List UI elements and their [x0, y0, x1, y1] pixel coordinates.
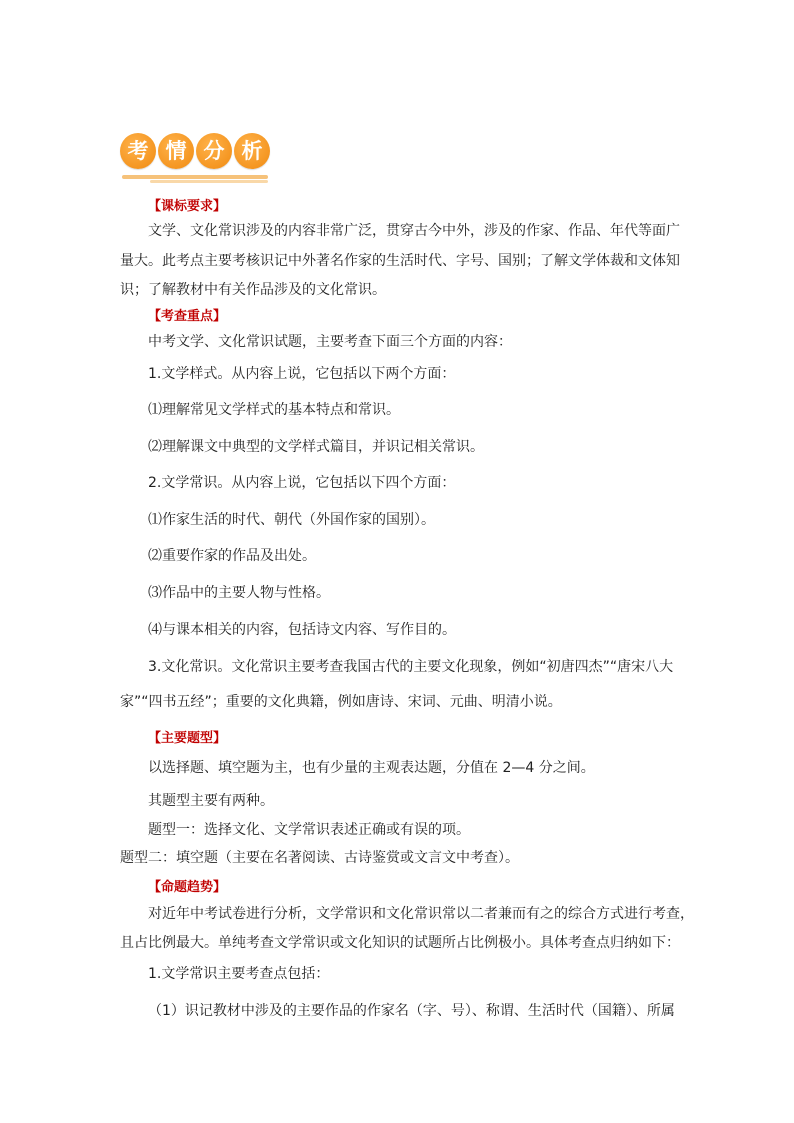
paragraph-line: 且占比例最大。单纯考查文学常识或文化知识的试题所占比例极小。具体考查点归纳如下： [120, 935, 680, 951]
paragraph-line: 3.文化常识。文化常识主要考查我国古代的主要文化现象，例如“初唐四杰”“唐宋八大 [148, 659, 674, 675]
paragraph-line: 1.文学常识主要考查点包括： [148, 966, 330, 982]
paragraph-line: 以选择题、填空题为主，也有少量的主观表达题，分值在 2—4 分之间。 [148, 760, 595, 776]
badge-underline-secondary [150, 180, 268, 183]
paragraph-line: 文学、文化常识涉及的内容非常广泛，贯穿古今中外，涉及的作家、作品、年代等面广 [148, 223, 680, 239]
paragraph-line: 题型二：填空题（主要在名著阅读、古诗鉴赏或文言文中考查）。 [120, 850, 519, 866]
paragraph-line: ⑷与课本相关的内容，包括诗文内容、写作目的。 [148, 622, 456, 638]
paragraph-line: 题型一：选择文化、文学常识表述正确或有误的项。 [148, 822, 470, 838]
badge-underline [122, 175, 268, 179]
paragraph-line: 对近年中考试卷进行分析，文学常识和文化常识常以二者兼而有之的综合方式进行考查， [148, 906, 694, 922]
badge-char: 分 [196, 133, 232, 169]
paragraph-line: 识；了解教材中有关作品涉及的文化常识。 [120, 282, 386, 298]
paragraph-line: ⑴作家生活的时代、朝代（外国作家的国别）。 [148, 512, 435, 528]
paragraph-line: 中考文学、文化常识试题，主要考查下面三个方面的内容： [148, 334, 512, 350]
heading-zhuyao-tixing: 【主要题型】 [148, 731, 227, 746]
badge-char: 情 [158, 133, 194, 169]
paragraph-line: ⑵重要作家的作品及出处。 [148, 548, 316, 564]
paragraph-line: 家”“四书五经”；重要的文化典籍，例如唐诗、宋词、元曲、明清小说。 [120, 694, 562, 710]
paragraph-line: （1）识记教材中涉及的主要作品的作家名（字、号）、称谓、生活时代（国籍）、所属 [148, 1003, 675, 1019]
paragraph-line: ⑴理解常见文学样式的基本特点和常识。 [148, 402, 400, 418]
paragraph-line: ⑶作品中的主要人物与性格。 [148, 585, 330, 601]
heading-mingti-qushi: 【命题趋势】 [148, 880, 227, 895]
paragraph-line: ⑵理解课文中典型的文学样式篇目，并识记相关常识。 [148, 439, 484, 455]
badge-char: 析 [234, 133, 270, 169]
paragraph-line: 其题型主要有两种。 [148, 793, 274, 809]
heading-kebiao-yaoqiu: 【课标要求】 [148, 199, 227, 214]
badge-char: 考 [120, 133, 156, 169]
paragraph-line: 2.文学常识。从内容上说，它包括以下四个方面： [148, 475, 456, 491]
paragraph-line: 1.文学样式。从内容上说，它包括以下两个方面： [148, 366, 456, 382]
paragraph-line: 量大。此考点主要考核识记中外著名作家的生活时代、字号、国别；了解文学体裁和文体知 [120, 253, 680, 269]
heading-kaocha-zhongdian: 【考查重点】 [148, 309, 227, 324]
section-badge-kaoqing-fenxi [120, 133, 270, 185]
